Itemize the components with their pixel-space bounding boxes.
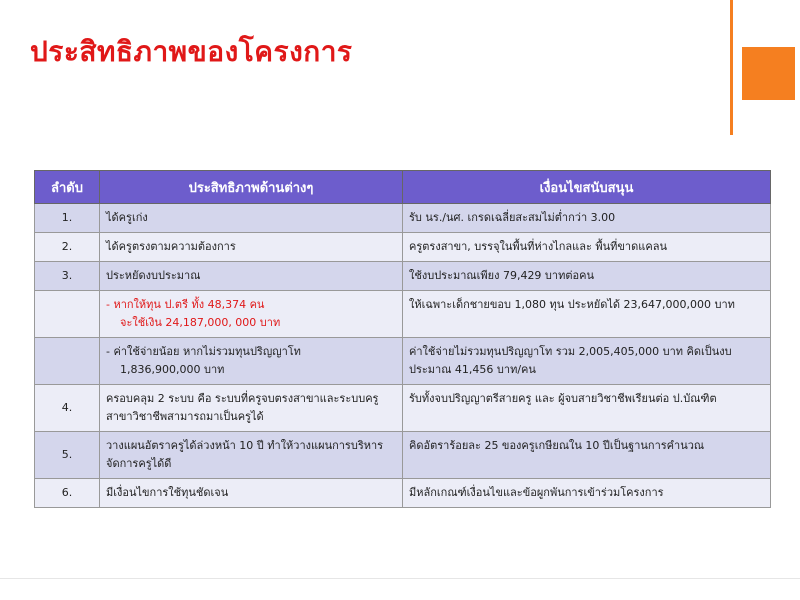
header-number: ลำดับ (35, 171, 100, 204)
row-condition: รับทั้งจบปริญญาตรีสายครู และ ผู้จบสายวิชาชีพเรียนต่อ ป.บัณฑิต (403, 385, 771, 432)
slide-title: ประสิทธิภาพของโครงการ (30, 35, 353, 68)
table-row (35, 262, 771, 291)
table-header-row (35, 171, 771, 204)
row-number (35, 291, 100, 338)
row-number: 4. (35, 385, 100, 432)
row-number (35, 338, 100, 385)
header-efficiency: ประสิทธิภาพด้านต่างๆ (100, 171, 403, 204)
row-efficiency: ครอบคลุม 2 ระบบ คือ ระบบที่ครูจบตรงสาขาและระบบครูสาขาวิชาชีพสามารถมาเป็นครูได้ (100, 385, 403, 432)
efficiency-table (34, 170, 771, 508)
row-number: 2. (35, 233, 100, 262)
table-row (35, 432, 771, 479)
row-condition: ครูตรงสาขา, บรรจุในพื้นที่ห่างไกลและ พื้นที่ขาดแคลน (403, 233, 771, 262)
table-row (35, 291, 771, 338)
efficiency-line-2: จะใช้เงิน 24,187,000, 000 บาท (120, 316, 281, 329)
row-number: 5. (35, 432, 100, 479)
table-row (35, 385, 771, 432)
accent-line (730, 0, 733, 135)
row-number: 1. (35, 204, 100, 233)
footer-divider (0, 578, 800, 579)
row-number: 3. (35, 262, 100, 291)
row-efficiency: ได้ครูเก่ง (100, 204, 403, 233)
row-efficiency: วางแผนอัตราครูได้ล่วงหน้า 10 ปี ทำให้วางแผนการบริหารจัดการครูได้ดี (100, 432, 403, 479)
efficiency-line-1: - ค่าใช้จ่ายน้อย หากไม่รวมทุนปริญญาโท (106, 345, 301, 358)
table-row (35, 233, 771, 262)
header-condition: เงื่อนไขสนับสนุน (403, 171, 771, 204)
row-condition: ให้เฉพาะเด็กชายขอบ 1,080 ทุน ประหยัดได้ 23,647,000,000 บาท (403, 291, 771, 338)
row-condition: ค่าใช้จ่ายไม่รวมทุนปริญญาโท รวม 2,005,405,000 บาท คิดเป็นงบประมาณ 41,456 บาท/คน (403, 338, 771, 385)
row-condition: คิดอัตราร้อยละ 25 ของครูเกษียณใน 10 ปีเป็นฐานการคำนวณ (403, 432, 771, 479)
efficiency-line-2: 1,836,900,000 บาท (120, 363, 225, 376)
row-condition: ใช้งบประมาณเพียง 79,429 บาทต่อคน (403, 262, 771, 291)
row-number: 6. (35, 479, 100, 508)
row-efficiency: ได้ครูตรงตามความต้องการ (100, 233, 403, 262)
row-efficiency (100, 291, 403, 338)
row-condition: รับ นร./นศ. เกรดเฉลี่ยสะสมไม่ต่ำกว่า 3.00 (403, 204, 771, 233)
row-condition: มีหลักเกณฑ์เงื่อนไขและข้อผูกพันการเข้าร่วมโครงการ (403, 479, 771, 508)
row-efficiency: มีเงื่อนไขการใช้ทุนชัดเจน (100, 479, 403, 508)
row-efficiency (100, 338, 403, 385)
row-efficiency: ประหยัดงบประมาณ (100, 262, 403, 291)
table-row (35, 338, 771, 385)
table-row (35, 479, 771, 508)
efficiency-line-1: - หากให้ทุน ป.ตรี ทั้ง 48,374 คน (106, 298, 265, 311)
accent-square (742, 47, 795, 100)
table-row (35, 204, 771, 233)
